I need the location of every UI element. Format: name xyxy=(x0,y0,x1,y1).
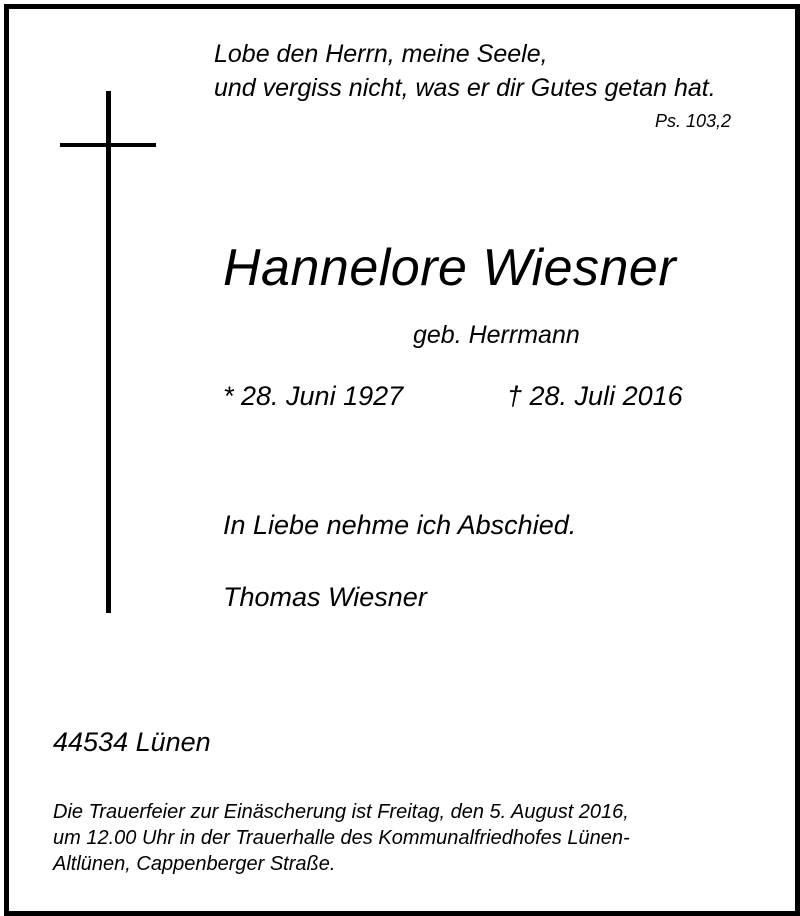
notice-line-1: Die Trauerfeier zur Einäscherung ist Freitag, den 5. August 2016, xyxy=(53,801,629,823)
verse-reference: Ps. 103,2 xyxy=(654,111,731,131)
cross-horizontal-bar xyxy=(60,143,156,147)
maiden-name: geb. Herrmann xyxy=(413,321,580,349)
notice-line-3: Altlünen, Cappenberger Straße. xyxy=(53,853,336,875)
birth-date: * 28. Juni 1927 xyxy=(223,381,404,411)
notice-line-2: um 12.00 Uhr in der Trauerhalle des Kommunalfriedhofes Lünen- xyxy=(53,827,630,849)
bible-verse xyxy=(214,37,716,105)
farewell-text: In Liebe nehme ich Abschied. xyxy=(223,510,577,540)
verse-line-1: Lobe den Herrn, meine Seele, xyxy=(214,40,548,68)
verse-line-2: und vergiss nicht, was er dir Gutes getan hat. xyxy=(214,74,716,102)
cross-vertical-bar xyxy=(106,91,111,613)
signer-name: Thomas Wiesner xyxy=(223,582,427,612)
obituary-frame xyxy=(4,4,800,916)
deceased-name: Hannelore Wiesner xyxy=(223,239,677,297)
location-text: 44534 Lünen xyxy=(53,727,211,757)
death-date: † 28. Juli 2016 xyxy=(507,381,683,411)
funeral-notice xyxy=(53,799,630,877)
